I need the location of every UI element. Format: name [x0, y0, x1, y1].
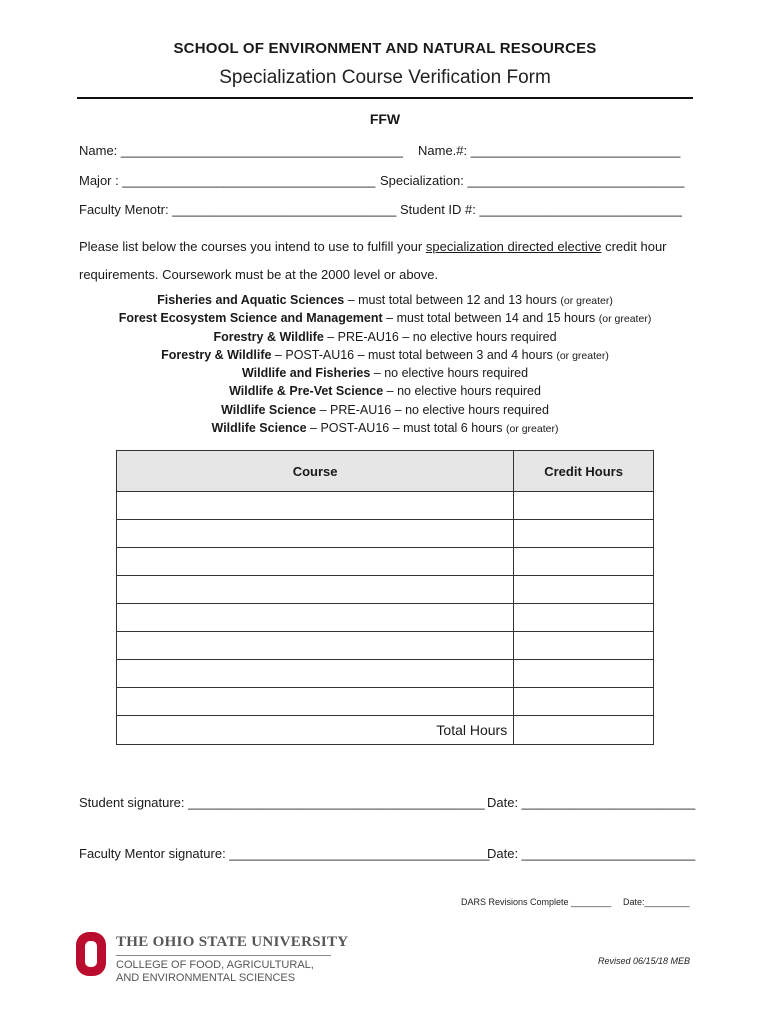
table-row	[117, 520, 654, 548]
table-row	[117, 576, 654, 604]
spec-line: Fisheries and Aquatic Sciences – must total between 12 and 13 hours (or greater)	[157, 293, 613, 307]
credit-cell[interactable]	[514, 604, 654, 632]
logo-divider	[116, 955, 331, 956]
program-code: FFW	[369, 111, 401, 127]
credit-cell[interactable]	[514, 576, 654, 604]
course-cell[interactable]	[117, 604, 514, 632]
name-number-field[interactable]: Name.#: _____________________________	[418, 143, 681, 158]
name-field[interactable]: Name: _______________________________________	[79, 143, 403, 158]
course-cell[interactable]	[117, 520, 514, 548]
course-cell[interactable]	[117, 492, 514, 520]
spec-line: Forestry & Wildlife – PRE-AU16 – no elective hours required	[213, 329, 557, 344]
spec-line: Wildlife & Pre-Vet Science – no elective hours required	[229, 384, 541, 399]
course-cell[interactable]	[117, 660, 514, 688]
credit-cell[interactable]	[514, 660, 654, 688]
school-title: SCHOOL OF ENVIRONMENT AND NATURAL RESOURCES	[173, 40, 597, 57]
student-date-line[interactable]: Date: ________________________	[487, 795, 696, 810]
credit-cell[interactable]	[514, 520, 654, 548]
major-field[interactable]: Major : ___________________________________	[79, 173, 376, 188]
student-id-field[interactable]: Student ID #: ____________________________	[400, 202, 682, 217]
credit-cell[interactable]	[514, 688, 654, 716]
credit-cell[interactable]	[514, 632, 654, 660]
spec-line: Wildlife Science – POST-AU16 – must total 6 hours (or greater)	[211, 421, 559, 436]
credit-cell[interactable]	[514, 548, 654, 576]
osu-block-o-logo	[76, 932, 106, 981]
form-title: Specialization Course Verification Form	[219, 67, 551, 88]
course-cell[interactable]	[117, 632, 514, 660]
mentor-signature-line[interactable]: Faculty Mentor signature: ____________________________________	[79, 846, 490, 861]
course-cell[interactable]	[117, 688, 514, 716]
specialization-list	[0, 292, 770, 438]
table-header-row	[117, 451, 654, 492]
total-hours-label: Total Hours	[117, 716, 514, 745]
header-divider	[77, 97, 693, 99]
college-name: COLLEGE OF FOOD, AGRICULTURAL, AND ENVIRONMENTAL SCIENCES	[116, 959, 314, 984]
spec-line: Forest Ecosystem Science and Management – must total between 14 and 15 hours (or greater)	[118, 311, 652, 326]
total-row	[117, 716, 654, 745]
table-row	[117, 660, 654, 688]
instructions-emphasis: specialization directed elective	[425, 239, 602, 254]
credit-cell[interactable]	[514, 492, 654, 520]
credit-column-header: Credit Hours	[514, 451, 654, 492]
faculty-mentor-field[interactable]: Faculty Menotr: _______________________________	[79, 202, 397, 217]
total-hours-cell[interactable]	[514, 716, 654, 745]
spec-line: Forestry & Wildlife – POST-AU16 – must total between 3 and 4 hours (or greater)	[161, 347, 609, 362]
course-cell[interactable]	[117, 576, 514, 604]
table-row	[117, 632, 654, 660]
university-name: THE OHIO STATE UNIVERSITY	[116, 934, 349, 950]
course-cell[interactable]	[117, 548, 514, 576]
spec-line: Wildlife Science – PRE-AU16 – no elective hours required	[221, 402, 549, 417]
table-row	[117, 688, 654, 716]
revision-note: Revised 06/15/18 MEB	[598, 956, 691, 966]
table-row	[117, 492, 654, 520]
course-column-header: Course	[117, 451, 514, 492]
dars-revisions-line[interactable]: DARS Revisions Complete ________	[461, 897, 612, 907]
instructions-paragraph: Please list below the courses you intend to use to fulfill your specialization directed elective credit hour requirements. Coursework must be at the 2000 level or above.	[79, 239, 667, 282]
table-row	[117, 604, 654, 632]
course-table	[116, 450, 654, 745]
mentor-date-line[interactable]: Date: ________________________	[487, 846, 696, 861]
dars-date-line[interactable]: Date:_________	[623, 897, 690, 907]
spec-line: Wildlife and Fisheries – no elective hours required	[241, 366, 529, 381]
student-signature-line[interactable]: Student signature: _________________________________________	[79, 795, 485, 810]
specialization-field[interactable]: Specialization: ______________________________	[380, 173, 685, 188]
table-row	[117, 548, 654, 576]
